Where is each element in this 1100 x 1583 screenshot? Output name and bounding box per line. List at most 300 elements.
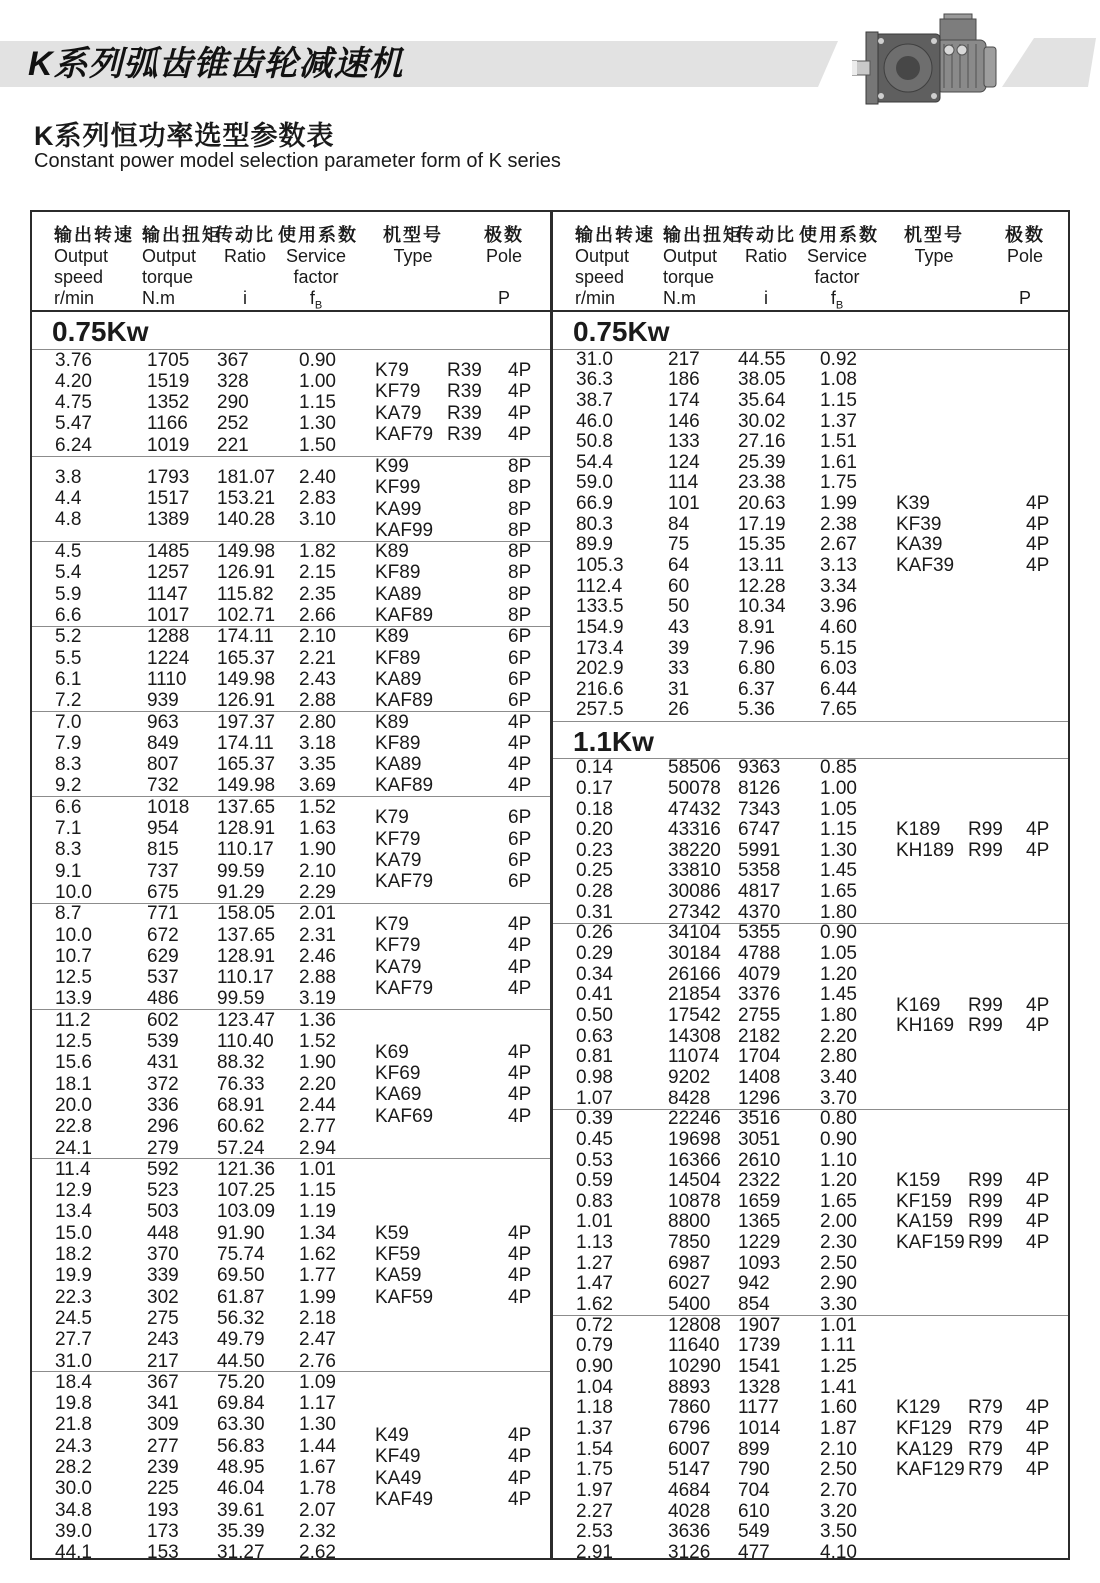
cell-output-speed: 1.04 bbox=[576, 1376, 613, 1398]
table-row bbox=[55, 946, 375, 967]
table-row bbox=[576, 494, 896, 515]
cell-output-torque: 370 bbox=[147, 1244, 179, 1266]
cell-ratio: 704 bbox=[738, 1479, 770, 1501]
type-model-cell: K79 bbox=[375, 913, 409, 935]
type-pole-cell: 4P bbox=[1026, 1459, 1050, 1481]
table-row bbox=[576, 1481, 896, 1502]
cell-service-factor: 2.76 bbox=[299, 1350, 336, 1372]
cell-service-factor: 2.10 bbox=[299, 860, 336, 882]
header-line: N.m bbox=[663, 288, 696, 308]
cell-output-torque: 30086 bbox=[668, 881, 721, 903]
table-left-half bbox=[32, 212, 550, 1558]
cell-output-torque: 16366 bbox=[668, 1149, 721, 1171]
cell-service-factor: 0.90 bbox=[299, 349, 336, 371]
header-line: Ratio bbox=[223, 246, 267, 266]
type-pole-cell: 4P bbox=[508, 1467, 532, 1489]
type-row bbox=[896, 820, 1058, 841]
type-model-cell: KAF79 bbox=[375, 977, 434, 999]
cell-output-torque: 153 bbox=[147, 1542, 179, 1558]
cell-output-torque: 954 bbox=[147, 818, 179, 840]
cell-service-factor: 3.69 bbox=[299, 775, 336, 797]
table-row bbox=[576, 1419, 896, 1440]
type-row bbox=[375, 424, 540, 445]
table-row bbox=[55, 541, 375, 562]
cell-output-speed: 6.6 bbox=[55, 605, 82, 627]
cell-output-torque: 225 bbox=[147, 1478, 179, 1500]
cell-output-torque: 11640 bbox=[668, 1335, 720, 1357]
cell-service-factor: 1.50 bbox=[299, 434, 336, 456]
cell-output-torque: 372 bbox=[147, 1073, 179, 1095]
type-model-cell: K69 bbox=[375, 1041, 409, 1063]
type-pole-cell: 4P bbox=[508, 1084, 532, 1106]
cell-service-factor: 1.45 bbox=[820, 984, 857, 1006]
cell-output-speed: 6.6 bbox=[55, 796, 82, 818]
cell-output-torque: 302 bbox=[147, 1286, 179, 1308]
type-pole-cell: 4P bbox=[508, 711, 532, 733]
column-header-2 bbox=[212, 225, 278, 310]
table-row bbox=[55, 1180, 375, 1201]
cell-ratio: 15.35 bbox=[738, 534, 786, 556]
cell-output-torque: 84 bbox=[668, 513, 690, 535]
cell-ratio: 1328 bbox=[738, 1376, 781, 1398]
cell-ratio: 4817 bbox=[738, 881, 781, 903]
type-row bbox=[375, 733, 540, 754]
cell-ratio: 110.17 bbox=[217, 839, 274, 861]
cell-output-torque: 50 bbox=[668, 596, 690, 618]
table-row bbox=[576, 1047, 896, 1068]
type-r-cell: R99 bbox=[968, 1015, 1003, 1037]
type-model-cell: KF79 bbox=[375, 381, 421, 403]
cell-output-torque: 486 bbox=[147, 988, 179, 1010]
type-model-cell: K59 bbox=[375, 1222, 409, 1244]
cell-output-speed: 0.63 bbox=[576, 1025, 613, 1047]
cell-output-torque: 341 bbox=[147, 1393, 179, 1415]
type-pole-cell: 4P bbox=[508, 913, 532, 935]
data-rows bbox=[32, 457, 375, 541]
table-row bbox=[55, 839, 375, 860]
table-row bbox=[55, 797, 375, 818]
type-row bbox=[375, 1084, 540, 1105]
cell-service-factor: 2.31 bbox=[299, 924, 336, 946]
type-row bbox=[896, 1212, 1058, 1233]
type-model-cell: K89 bbox=[375, 711, 409, 733]
table-row bbox=[576, 758, 896, 779]
cell-service-factor: 2.50 bbox=[820, 1459, 857, 1481]
table-row bbox=[55, 1500, 375, 1521]
cell-service-factor: 2.43 bbox=[299, 668, 336, 690]
cell-ratio: 2755 bbox=[738, 1004, 781, 1026]
table-row bbox=[576, 350, 896, 371]
header-line bbox=[278, 288, 354, 312]
column-header-3 bbox=[799, 225, 879, 312]
table-row bbox=[55, 1201, 375, 1222]
cell-output-speed: 1.27 bbox=[576, 1252, 613, 1274]
table-row bbox=[55, 1074, 375, 1095]
type-r-cell: R39 bbox=[447, 402, 482, 424]
cell-service-factor: 1.15 bbox=[299, 1180, 336, 1202]
cell-output-torque: 17542 bbox=[668, 1004, 721, 1026]
cell-output-torque: 124 bbox=[668, 451, 700, 473]
header-line bbox=[472, 267, 536, 288]
header-line bbox=[733, 267, 799, 288]
cell-output-torque: 193 bbox=[147, 1499, 179, 1521]
cell-output-torque: 7850 bbox=[668, 1232, 711, 1254]
cell-service-factor: 1.30 bbox=[299, 413, 336, 435]
cell-output-speed: 154.9 bbox=[576, 616, 624, 638]
type-pole-cell: 8P bbox=[508, 562, 532, 584]
cell-ratio: 60.62 bbox=[217, 1116, 265, 1138]
table-row bbox=[576, 618, 896, 639]
cell-output-torque: 1018 bbox=[147, 796, 190, 818]
cell-output-speed: 4.8 bbox=[55, 509, 82, 531]
type-model-cell: K89 bbox=[375, 541, 409, 563]
cell-service-factor: 1.20 bbox=[820, 963, 857, 985]
cell-output-speed: 112.4 bbox=[576, 575, 623, 597]
table-row bbox=[55, 861, 375, 882]
cell-service-factor: 2.35 bbox=[299, 583, 336, 605]
cell-ratio: 91.90 bbox=[217, 1222, 265, 1244]
header-line: 输出扭矩 bbox=[663, 225, 743, 245]
type-row bbox=[896, 1419, 1058, 1440]
cell-output-speed: 5.47 bbox=[55, 413, 92, 435]
header-line: N.m bbox=[142, 288, 175, 308]
model-group bbox=[32, 903, 550, 1010]
table-row bbox=[576, 432, 896, 453]
type-model-cell: KA89 bbox=[375, 754, 422, 776]
data-rows bbox=[32, 350, 375, 456]
cell-output-speed: 19.8 bbox=[55, 1393, 92, 1415]
cell-output-torque: 807 bbox=[147, 754, 179, 776]
table-row bbox=[55, 1095, 375, 1116]
cell-ratio: 17.19 bbox=[738, 513, 786, 535]
cell-output-speed: 10.0 bbox=[55, 881, 92, 903]
cell-output-torque: 7860 bbox=[668, 1397, 711, 1419]
type-r-cell bbox=[447, 807, 508, 828]
cell-output-speed: 44.1 bbox=[55, 1542, 92, 1558]
type-row bbox=[375, 712, 540, 733]
data-rows bbox=[32, 904, 375, 1010]
table-row bbox=[55, 626, 375, 647]
cell-output-torque: 4028 bbox=[668, 1500, 711, 1522]
cell-service-factor: 1.90 bbox=[299, 1052, 336, 1074]
type-row bbox=[896, 556, 1058, 577]
table-row bbox=[576, 1130, 896, 1151]
cell-ratio: 2182 bbox=[738, 1025, 781, 1047]
table-row bbox=[576, 453, 896, 474]
type-model-cell: KH169 bbox=[896, 1015, 955, 1037]
cell-output-torque: 43 bbox=[668, 616, 690, 638]
type-model-cell: K39 bbox=[896, 493, 930, 515]
cell-ratio: 181.07 bbox=[217, 466, 276, 488]
type-row bbox=[375, 626, 540, 647]
cell-service-factor: 1.25 bbox=[820, 1356, 857, 1378]
cell-output-speed: 1.62 bbox=[576, 1294, 613, 1316]
header-line: 输出扭矩 bbox=[142, 225, 222, 245]
cell-ratio: 1296 bbox=[738, 1087, 781, 1109]
table-row bbox=[576, 370, 896, 391]
cell-service-factor: 2.29 bbox=[299, 881, 336, 903]
type-r-cell bbox=[447, 978, 508, 999]
cell-output-torque: 22246 bbox=[668, 1108, 721, 1130]
type-r-cell bbox=[447, 914, 508, 935]
cell-output-torque: 963 bbox=[147, 711, 179, 733]
cell-service-factor: 2.32 bbox=[299, 1520, 336, 1542]
type-pole-cell: 6P bbox=[508, 626, 532, 648]
cell-service-factor: 4.60 bbox=[820, 616, 857, 638]
cell-ratio: 174.11 bbox=[217, 626, 274, 648]
cell-ratio: 4370 bbox=[738, 901, 781, 923]
type-r-cell bbox=[968, 494, 1026, 515]
cell-service-factor: 1.52 bbox=[299, 1031, 336, 1053]
cell-service-factor: 1.80 bbox=[820, 1004, 857, 1026]
cell-ratio: 137.65 bbox=[217, 796, 276, 818]
table-row bbox=[576, 1336, 896, 1357]
cell-output-speed: 0.59 bbox=[576, 1170, 613, 1192]
cell-output-speed: 30.0 bbox=[55, 1478, 92, 1500]
type-pole-cell: 4P bbox=[508, 360, 532, 382]
cell-service-factor: 1.44 bbox=[299, 1435, 336, 1457]
cell-output-torque: 30184 bbox=[668, 943, 721, 965]
cell-ratio: 102.71 bbox=[217, 605, 276, 627]
header-line: 输出转速 bbox=[575, 225, 655, 245]
cell-output-torque: 448 bbox=[147, 1222, 179, 1244]
cell-service-factor: 2.88 bbox=[299, 690, 336, 712]
table-row bbox=[55, 967, 375, 988]
cell-ratio: 123.47 bbox=[217, 1009, 276, 1031]
cell-service-factor: 3.34 bbox=[820, 575, 857, 597]
table-row bbox=[576, 1151, 896, 1172]
type-row bbox=[375, 1489, 540, 1510]
type-pole-cell: 4P bbox=[1026, 1417, 1050, 1439]
table-row bbox=[55, 1436, 375, 1457]
header-line: Service bbox=[285, 246, 347, 266]
cell-ratio: 35.64 bbox=[738, 389, 786, 411]
type-r-cell bbox=[447, 1084, 508, 1105]
type-pole-cell: 4P bbox=[508, 1063, 532, 1084]
cell-output-torque: 5147 bbox=[668, 1459, 711, 1481]
cell-output-speed: 24.5 bbox=[55, 1307, 92, 1329]
cell-service-factor: 1.65 bbox=[820, 1190, 857, 1212]
cell-ratio: 48.95 bbox=[217, 1457, 265, 1479]
table-row bbox=[55, 1308, 375, 1329]
header-line: Output bbox=[54, 246, 109, 266]
cell-output-torque: 1019 bbox=[147, 434, 190, 456]
cell-ratio: 2610 bbox=[738, 1149, 781, 1171]
cell-ratio: 99.59 bbox=[217, 860, 265, 882]
type-r-cell bbox=[447, 669, 508, 690]
type-list bbox=[896, 1110, 1058, 1316]
column-header-1 bbox=[142, 225, 222, 310]
type-row bbox=[375, 914, 540, 935]
cell-output-speed: 13.4 bbox=[55, 1201, 92, 1223]
cell-service-factor: 2.44 bbox=[299, 1094, 336, 1116]
type-model-cell: KA69 bbox=[375, 1084, 422, 1106]
cell-output-torque: 174 bbox=[668, 389, 700, 411]
model-group bbox=[32, 626, 550, 711]
cell-ratio: 7.96 bbox=[738, 637, 775, 659]
cell-output-speed: 1.54 bbox=[576, 1438, 613, 1460]
header-line: Pole bbox=[1006, 246, 1044, 266]
cell-output-speed: 18.1 bbox=[55, 1073, 92, 1095]
cell-output-speed: 28.2 bbox=[55, 1457, 92, 1479]
cell-service-factor: 2.80 bbox=[820, 1046, 857, 1068]
table-row bbox=[55, 1244, 375, 1265]
cell-service-factor: 1.41 bbox=[820, 1376, 857, 1398]
cell-output-torque: 1519 bbox=[147, 370, 190, 392]
cell-output-speed: 1.18 bbox=[576, 1397, 613, 1419]
cell-ratio: 75.74 bbox=[217, 1244, 265, 1266]
cell-ratio: 549 bbox=[738, 1521, 770, 1543]
type-pole-cell: 4P bbox=[508, 1222, 532, 1244]
cell-ratio: 1907 bbox=[738, 1314, 781, 1336]
type-model-cell: KA89 bbox=[375, 583, 422, 605]
cell-service-factor: 1.36 bbox=[299, 1009, 336, 1031]
type-pole-cell: 4P bbox=[1026, 994, 1050, 1016]
table-row bbox=[55, 1542, 375, 1558]
cell-ratio: 31.27 bbox=[217, 1542, 265, 1558]
model-group bbox=[32, 796, 550, 903]
type-r-cell bbox=[447, 499, 508, 520]
cell-service-factor: 2.80 bbox=[299, 711, 336, 733]
type-row bbox=[375, 648, 540, 669]
cell-output-speed: 4.20 bbox=[55, 370, 92, 392]
type-row bbox=[375, 541, 540, 562]
cell-ratio: 149.98 bbox=[217, 775, 276, 797]
parameter-table bbox=[30, 210, 1070, 1560]
type-model-cell: KA79 bbox=[375, 956, 422, 978]
table-row bbox=[576, 1274, 896, 1295]
cell-output-speed: 1.13 bbox=[576, 1232, 613, 1254]
type-r-cell: R99 bbox=[968, 1211, 1003, 1233]
cell-ratio: 126.91 bbox=[217, 562, 276, 584]
type-r-cell: R79 bbox=[968, 1438, 1003, 1460]
type-r-cell bbox=[447, 456, 508, 477]
type-row bbox=[896, 535, 1058, 556]
cell-output-speed: 1.37 bbox=[576, 1417, 613, 1439]
table-row bbox=[55, 1521, 375, 1542]
cell-ratio: 140.28 bbox=[217, 509, 276, 531]
table-row bbox=[576, 1316, 896, 1337]
cell-service-factor: 1.05 bbox=[820, 943, 857, 965]
cell-service-factor: 1.00 bbox=[299, 370, 336, 392]
type-row bbox=[375, 978, 540, 999]
header-line: Output bbox=[142, 246, 197, 266]
table-row bbox=[576, 1357, 896, 1378]
table-row bbox=[55, 1329, 375, 1350]
type-model-cell: KA59 bbox=[375, 1265, 422, 1287]
header-line: 使用系数 bbox=[278, 225, 358, 245]
table-right-half bbox=[550, 212, 1068, 1558]
cell-service-factor: 1.01 bbox=[820, 1314, 857, 1336]
cell-output-torque: 6027 bbox=[668, 1273, 711, 1295]
cell-ratio: 942 bbox=[738, 1273, 770, 1295]
table-row bbox=[576, 535, 896, 556]
cell-output-speed: 0.41 bbox=[576, 984, 613, 1006]
cell-ratio: 1659 bbox=[738, 1190, 781, 1212]
column-header-2 bbox=[733, 225, 799, 310]
cell-ratio: 115.82 bbox=[217, 583, 274, 605]
cell-output-torque: 1517 bbox=[147, 487, 190, 509]
cell-ratio: 56.83 bbox=[217, 1435, 265, 1457]
cell-service-factor: 1.08 bbox=[820, 369, 857, 391]
cell-output-torque: 431 bbox=[147, 1052, 179, 1074]
table-row bbox=[55, 1414, 375, 1435]
type-pole-cell: 4P bbox=[508, 381, 532, 403]
table-row bbox=[576, 923, 896, 944]
cell-service-factor: 1.30 bbox=[299, 1414, 336, 1436]
cell-service-factor: 2.83 bbox=[299, 487, 336, 509]
cell-output-torque: 1224 bbox=[147, 647, 190, 669]
type-model-cell: KAF79 bbox=[375, 871, 434, 893]
type-pole-cell: 6P bbox=[508, 668, 532, 690]
type-model-cell: K89 bbox=[375, 626, 409, 648]
cell-output-speed: 0.14 bbox=[576, 757, 613, 779]
table-row bbox=[55, 1478, 375, 1499]
type-list bbox=[375, 904, 540, 1010]
data-rows bbox=[32, 797, 375, 903]
table-row bbox=[576, 1109, 896, 1130]
table-row bbox=[55, 925, 375, 946]
table-body-right bbox=[553, 312, 1068, 1558]
type-r-cell bbox=[447, 871, 508, 892]
cell-ratio: 13.11 bbox=[738, 554, 785, 576]
cell-service-factor: 1.87 bbox=[820, 1417, 857, 1439]
type-pole-cell: 8P bbox=[508, 477, 532, 499]
type-model-cell: K189 bbox=[896, 819, 941, 841]
cell-ratio: 128.91 bbox=[217, 818, 276, 840]
cell-output-torque: 14504 bbox=[668, 1170, 721, 1192]
table-row bbox=[55, 605, 375, 626]
table-row bbox=[55, 509, 375, 530]
cell-output-torque: 1389 bbox=[147, 509, 190, 531]
cell-service-factor: 1.00 bbox=[820, 777, 857, 799]
type-row bbox=[896, 1192, 1058, 1213]
cell-service-factor: 2.50 bbox=[820, 1252, 857, 1274]
type-row bbox=[375, 1287, 540, 1308]
cell-service-factor: 1.34 bbox=[299, 1222, 336, 1244]
header-line: Type bbox=[393, 246, 433, 266]
type-row bbox=[896, 515, 1058, 536]
cell-output-speed: 0.81 bbox=[576, 1046, 613, 1068]
type-pole-cell: 4P bbox=[1026, 1015, 1050, 1037]
cell-output-torque: 8428 bbox=[668, 1087, 711, 1109]
type-pole-cell: 8P bbox=[508, 519, 532, 541]
cell-service-factor: 3.10 bbox=[299, 509, 336, 531]
type-pole-cell: 4P bbox=[508, 1041, 532, 1063]
type-list bbox=[896, 1316, 1058, 1558]
cell-ratio: 1229 bbox=[738, 1232, 781, 1254]
type-model-cell: KF79 bbox=[375, 935, 421, 957]
type-row bbox=[375, 1063, 540, 1084]
table-row bbox=[55, 1138, 375, 1159]
column-header-1 bbox=[663, 225, 743, 310]
type-r-cell bbox=[447, 562, 508, 583]
cell-output-speed: 0.17 bbox=[576, 777, 613, 799]
cell-ratio: 290 bbox=[217, 392, 249, 414]
cell-service-factor: 2.94 bbox=[299, 1137, 336, 1159]
table-row bbox=[576, 1440, 896, 1461]
header-line: Output bbox=[575, 246, 630, 266]
table-row bbox=[576, 1522, 896, 1543]
cell-service-factor: 2.66 bbox=[299, 605, 336, 627]
type-model-cell: KAF79 bbox=[375, 424, 434, 446]
cell-output-torque: 10290 bbox=[668, 1356, 721, 1378]
model-group bbox=[32, 1009, 550, 1158]
cell-service-factor: 2.20 bbox=[299, 1073, 336, 1095]
cell-output-speed: 173.4 bbox=[576, 637, 624, 659]
cell-ratio: 69.84 bbox=[217, 1393, 265, 1415]
table-row bbox=[55, 1116, 375, 1137]
